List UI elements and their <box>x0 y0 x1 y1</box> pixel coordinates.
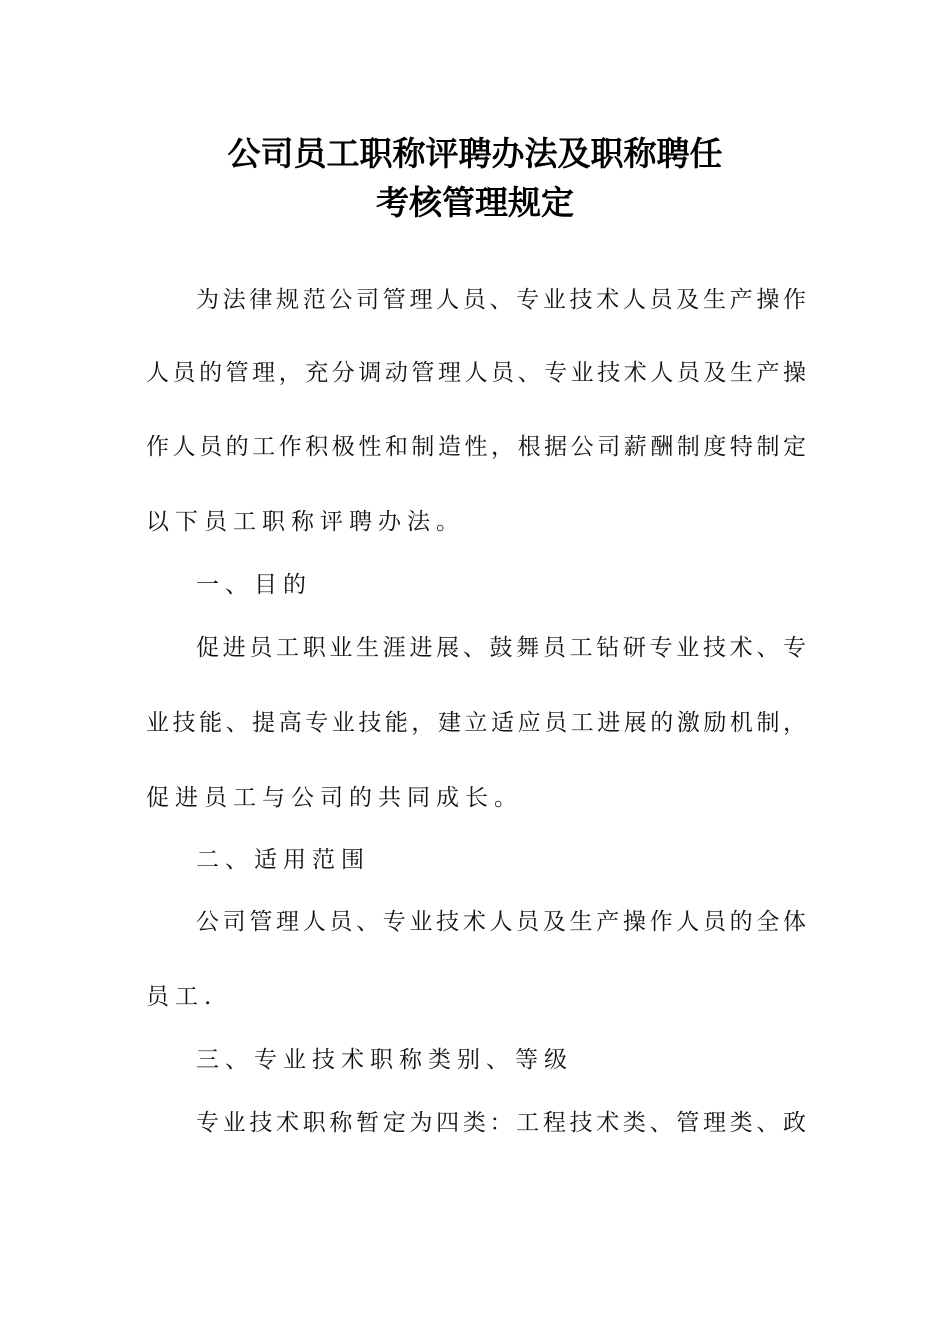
document-title-line-2: 考核管理规定 <box>376 183 574 222</box>
section-1-line-3: 促进员工与公司的共同成长。 <box>146 785 523 811</box>
section-3-line-1: 专业技术职称暂定为四类：工程技术类、管理类、政 <box>196 1110 806 1136</box>
section-1-line-2: 业技能、提高专业技能，建立适应员工进展的激励机制， <box>146 710 806 736</box>
intro-line-1: 为法律规范公司管理人员、专业技术人员及生产操作 <box>196 287 806 313</box>
document-title-line-1: 公司员工职称评聘办法及职称聘任 <box>227 134 723 173</box>
section-1-line-1: 促进员工职业生涯进展、鼓舞员工钻研专业技术、专 <box>196 635 806 661</box>
intro-line-3: 作人员的工作积极性和制造性，根据公司薪酬制度特制定 <box>146 434 806 460</box>
section-2-heading: 二、适用范围 <box>196 847 370 873</box>
section-3-heading: 三、专业技术职称类别、等级 <box>196 1047 573 1073</box>
intro-line-2: 人员的管理，充分调动管理人员、专业技术人员及生产操 <box>146 360 806 386</box>
section-2-line-2: 员工. <box>146 984 218 1010</box>
section-2-line-1: 公司管理人员、专业技术人员及生产操作人员的全体 <box>196 909 806 935</box>
intro-line-4: 以下员工职称评聘办法。 <box>146 509 465 535</box>
section-1-heading: 一、目的 <box>196 572 312 598</box>
